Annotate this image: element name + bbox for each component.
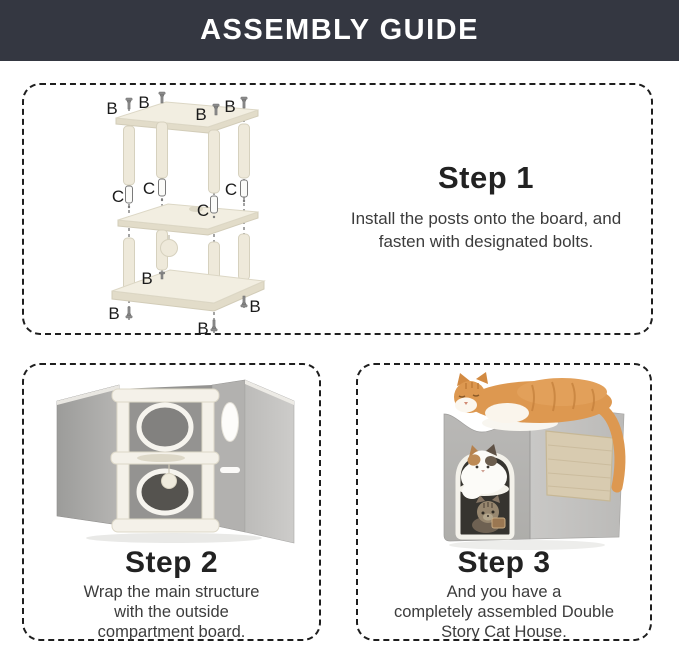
- connector-label: C: [196, 201, 210, 220]
- floor-shadow: [86, 533, 262, 543]
- step1-title: Step 1: [437, 160, 535, 195]
- top-board: [116, 102, 258, 133]
- step3-text-block: [358, 547, 650, 642]
- bolt-label: B: [106, 99, 118, 118]
- step2-title: Step 2: [124, 546, 219, 579]
- step2-illustration: [49, 375, 299, 547]
- step3-illustration: [412, 367, 642, 552]
- header-banner: [0, 0, 679, 61]
- left-fabric-panel: [57, 385, 119, 525]
- shelf-hole: [137, 454, 185, 462]
- bolt-label: B: [249, 297, 261, 316]
- bolt-label: B: [141, 269, 153, 288]
- connector-label: C: [111, 187, 125, 206]
- step2-text-block: [24, 547, 319, 642]
- step1-panel: [22, 83, 653, 335]
- step1-exploded-diagram: [92, 85, 276, 337]
- step3-panel: [356, 363, 652, 641]
- step2-panel: [22, 363, 321, 641]
- connector-label: C: [142, 179, 156, 198]
- bolt-label: B: [197, 319, 209, 337]
- connector-label: C: [224, 180, 238, 199]
- bolt-label: B: [224, 97, 236, 116]
- right-fabric-panel: [212, 380, 294, 543]
- step2-description: Wrap the main structure with the outside compartment board.: [83, 583, 260, 641]
- side-hole-rim: [222, 403, 239, 442]
- brand-tag: [492, 518, 505, 528]
- step3-description: And you have a completely assembled Double Story Cat House.: [393, 583, 615, 641]
- scratch-pad: [546, 431, 613, 501]
- bolt-label: B: [108, 304, 120, 323]
- middle-board: [118, 204, 258, 235]
- step3-title: Step 3: [457, 546, 551, 579]
- side-slot: [220, 467, 240, 473]
- step1-text-block: [320, 161, 652, 253]
- upper-opening: [139, 405, 191, 449]
- page-title: ASSEMBLY GUIDE: [200, 14, 479, 46]
- bolt-label: B: [195, 105, 207, 124]
- bolt-label: B: [138, 93, 150, 112]
- step1-description: Install the posts onto the board, and fasten with designated bolts.: [350, 209, 622, 251]
